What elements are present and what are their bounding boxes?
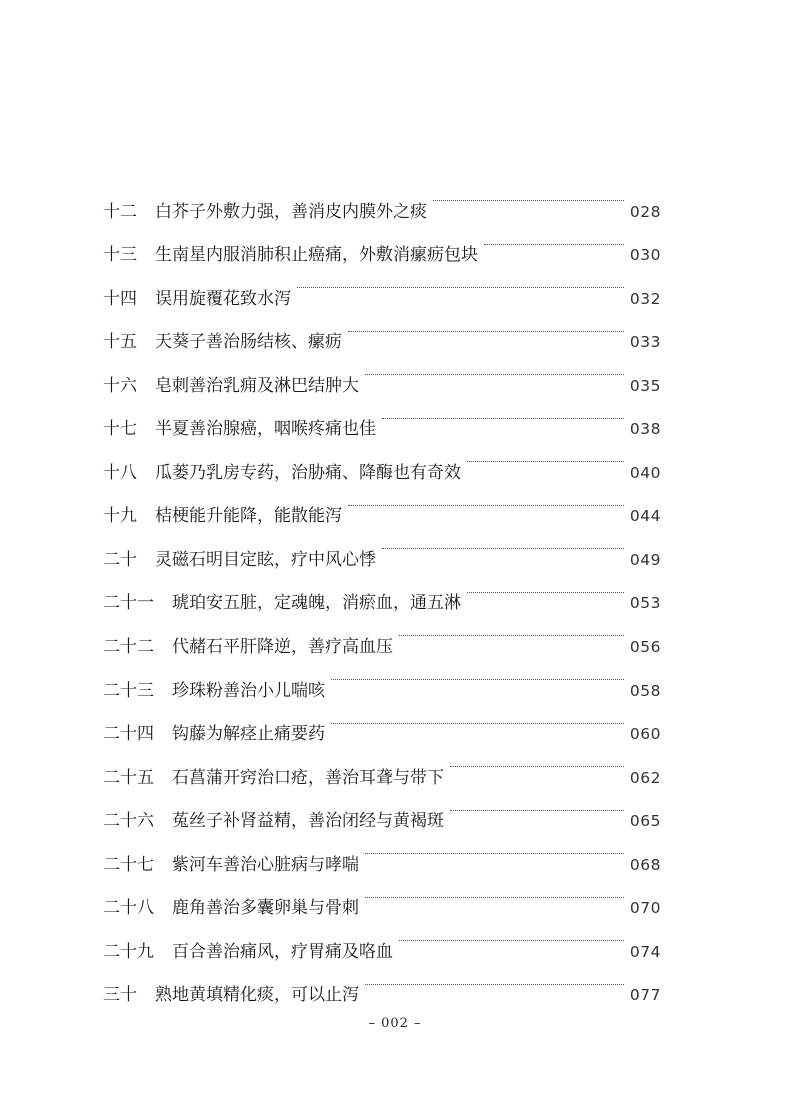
entry-number: 二十五	[103, 767, 154, 788]
entry-title: 白芥子外敷力强，善消皮内膜外之痰	[155, 201, 427, 222]
entry-number: 二十四	[103, 724, 154, 745]
entry-number: 二十二	[103, 637, 154, 658]
entry-page-number: 060	[629, 725, 661, 744]
entry-page-number: 077	[629, 986, 661, 1005]
entry-title: 紫河车善治心脏病与哮喘	[172, 854, 359, 875]
entry-number: 二十八	[103, 898, 154, 919]
entry-title: 灵磁石明目定眩，疗中风心悸	[155, 549, 376, 570]
entry-title: 生南星内服消肺积止癌痛，外敷消瘰疬包块	[155, 245, 478, 266]
toc-entry[interactable]	[103, 173, 661, 222]
dot-leader	[433, 173, 624, 217]
entry-number: 十七	[103, 419, 137, 440]
entry-page-number: 049	[629, 550, 661, 569]
entry-number: 十九	[103, 506, 137, 527]
entry-title: 瓜蒌乃乳房专药，治胁痛、降酶也有奇效	[155, 462, 461, 483]
entry-page-number: 044	[629, 507, 661, 526]
entry-page-number: 033	[629, 333, 661, 352]
entry-title: 珍珠粉善治小儿喘咳	[172, 680, 325, 701]
entry-title: 误用旋覆花致水泻	[155, 288, 291, 309]
dot-leader	[365, 347, 624, 391]
dot-leader	[467, 434, 624, 478]
table-of-contents	[103, 173, 661, 1006]
entry-title: 皂刺善治乳痈及淋巴结肿大	[155, 375, 359, 396]
entry-page-number: 062	[629, 768, 661, 787]
entry-number: 二十三	[103, 680, 154, 701]
entry-number: 十五	[103, 332, 137, 353]
entry-page-number: 074	[629, 942, 661, 961]
entry-title: 百合善治痛风，疗胃痛及咯血	[172, 941, 393, 962]
entry-number: 十六	[103, 375, 137, 396]
entry-number: 十四	[103, 288, 137, 309]
dot-leader	[399, 913, 624, 957]
entry-title: 天葵子善治肠结核、瘰疬	[155, 332, 342, 353]
entry-title: 代赭石平肝降逆，善疗高血压	[172, 637, 393, 658]
dot-leader	[331, 696, 624, 740]
dot-leader	[331, 652, 624, 696]
entry-page-number: 065	[629, 812, 661, 831]
dot-leader	[450, 739, 624, 783]
entry-number: 十八	[103, 462, 137, 483]
entry-page-number: 053	[629, 594, 661, 613]
entry-title: 桔梗能升能降，能散能泻	[155, 506, 342, 527]
dot-leader	[399, 608, 624, 652]
entry-page-number: 058	[629, 681, 661, 700]
entry-number: 二十九	[103, 941, 154, 962]
dot-leader	[365, 957, 624, 1001]
dot-leader	[484, 217, 624, 261]
entry-page-number: 028	[629, 202, 661, 221]
entry-page-number: 040	[629, 463, 661, 482]
dot-leader	[348, 478, 624, 522]
dot-leader	[450, 783, 624, 827]
entry-number: 十二	[103, 201, 137, 222]
entry-title: 石菖蒲开窍治口疮，善治耳聋与带下	[172, 767, 444, 788]
entry-page-number: 032	[629, 289, 661, 308]
dot-leader	[382, 391, 624, 435]
entry-page-number: 035	[629, 376, 661, 395]
entry-page-number: 056	[629, 638, 661, 657]
dot-leader	[382, 521, 624, 565]
entry-number: 三十	[103, 985, 137, 1006]
dot-leader	[348, 304, 624, 348]
entry-title: 菟丝子补肾益精，善治闭经与黄褐斑	[172, 811, 444, 832]
entry-title: 半夏善治腺癌，咽喉疼痛也佳	[155, 419, 376, 440]
entry-number: 二十六	[103, 811, 154, 832]
dot-leader	[467, 565, 624, 609]
dot-leader	[297, 260, 624, 304]
entry-page-number: 038	[629, 420, 661, 439]
entry-title: 熟地黄填精化痰，可以止泻	[155, 985, 359, 1006]
entry-page-number: 068	[629, 855, 661, 874]
dot-leader	[365, 870, 624, 914]
entry-number: 二十七	[103, 854, 154, 875]
entry-number: 十三	[103, 245, 137, 266]
entry-title: 钩藤为解痉止痛要药	[172, 724, 325, 745]
entry-title: 鹿角善治多囊卵巢与骨刺	[172, 898, 359, 919]
entry-page-number: 030	[629, 246, 661, 265]
dot-leader	[365, 826, 624, 870]
entry-number: 二十一	[103, 593, 154, 614]
entry-page-number: 070	[629, 899, 661, 918]
entry-title: 琥珀安五脏，定魂魄，消瘀血，通五淋	[172, 593, 461, 614]
page-number-footer: – 002 –	[368, 1016, 422, 1031]
entry-number: 二十	[103, 549, 137, 570]
